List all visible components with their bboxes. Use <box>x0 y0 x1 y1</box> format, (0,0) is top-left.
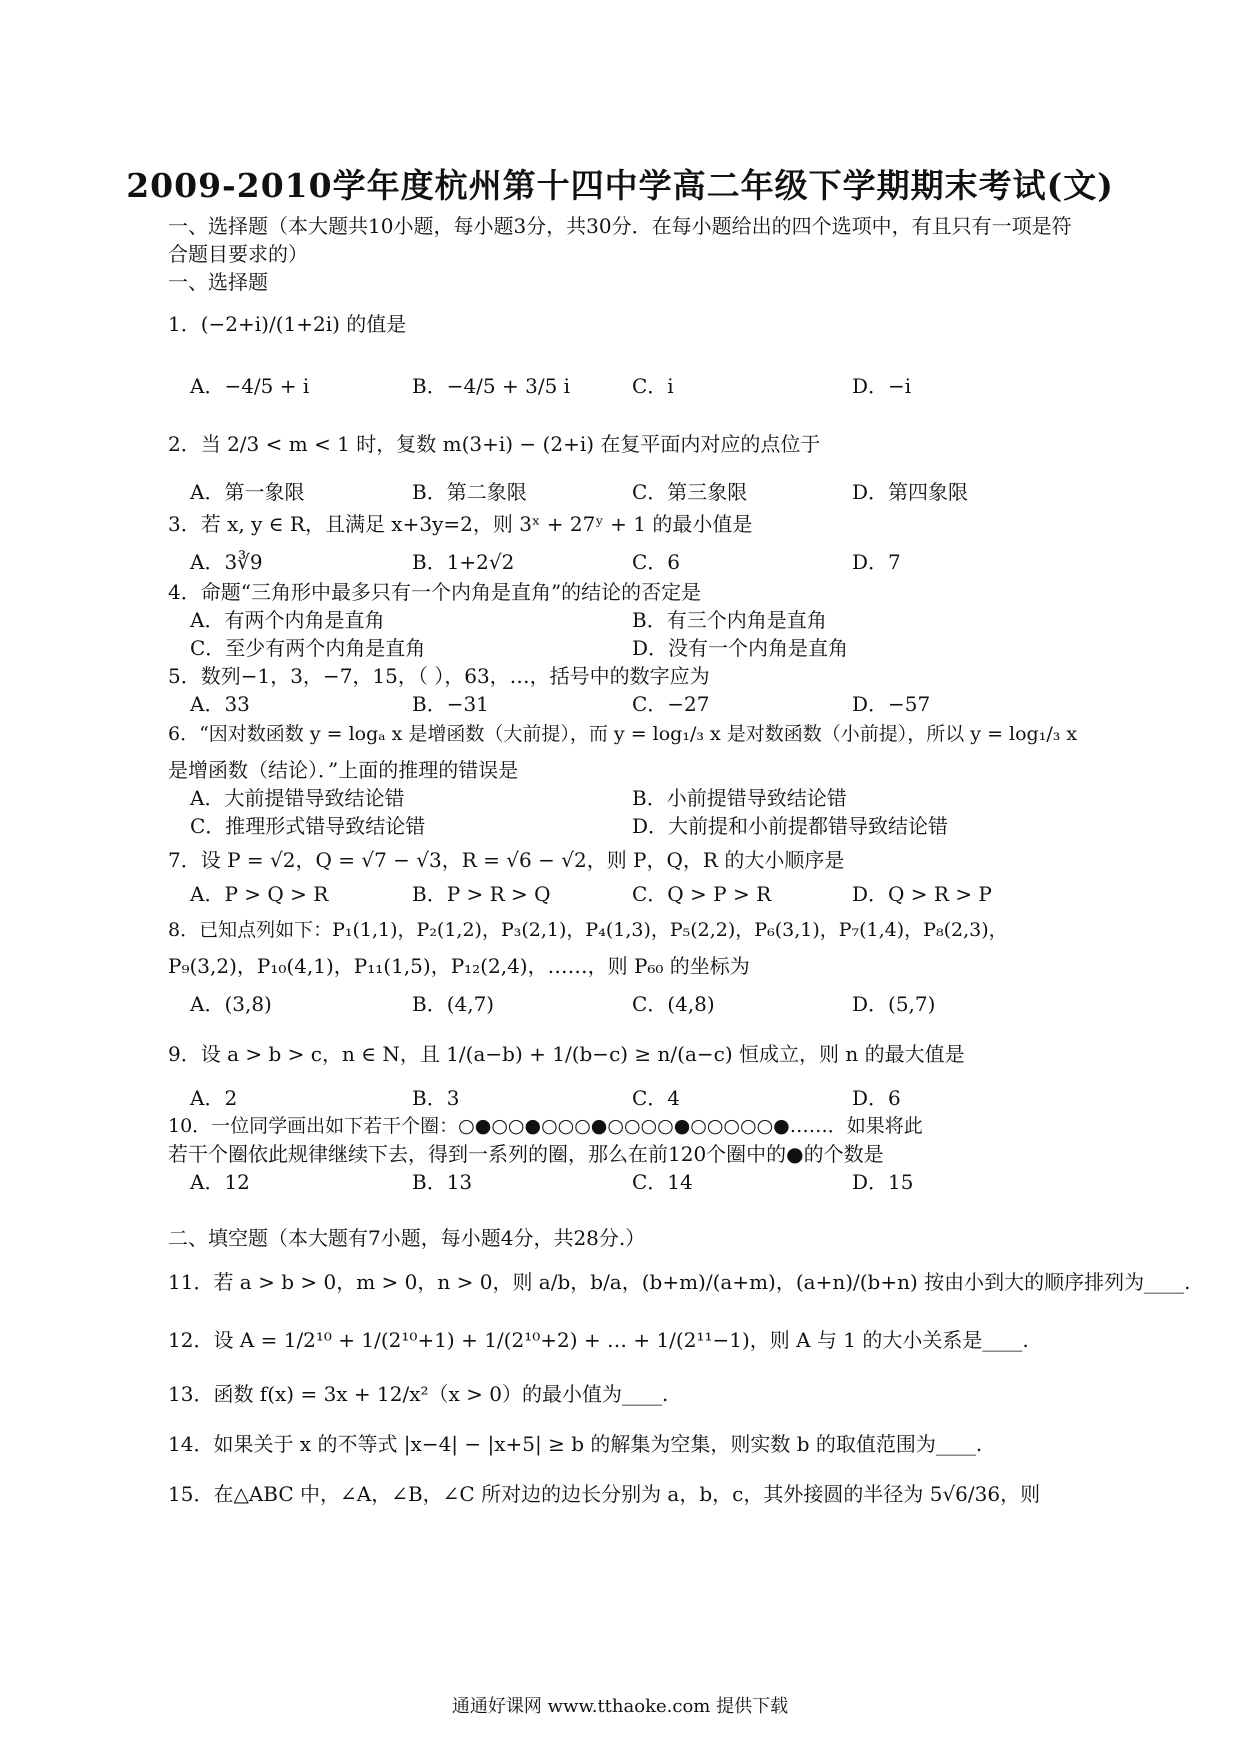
q3-option-a: A．3∛9 <box>190 550 263 574</box>
q6-option-d: D．大前提和小前提都错导致结论错 <box>632 814 949 838</box>
q2-stem: 2．当 2/3 < m < 1 时，复数 m(3+i) − (2+i) 在复平面内对应的点位于 <box>168 432 821 456</box>
q1-option-d: D．−i <box>852 374 912 398</box>
q3-stem: 3．若 x, y ∈ R，且满足 x+3y=2，则 3ˣ + 27ʸ + 1 的最小值是 <box>168 512 753 536</box>
q7-option-c: C．Q > P > R <box>632 882 772 906</box>
q1-option-b: B．−4/5 + 3/5 i <box>412 374 571 398</box>
q5-option-b: B．−31 <box>412 692 489 716</box>
q10-option-a: A．12 <box>190 1170 250 1194</box>
q9-option-d: D．6 <box>852 1086 901 1110</box>
q7-option-d: D．Q > R > P <box>852 882 992 906</box>
q7-option-b: B．P > R > Q <box>412 882 551 906</box>
q8-stem-cont: P₉(3,2)，P₁₀(4,1)，P₁₁(1,5)，P₁₂(2,4)，……，则 P₆₀ 的坐标为 <box>168 954 750 978</box>
q10-option-c: C．14 <box>632 1170 693 1194</box>
q3-option-b: B．1+2√2 <box>412 550 515 574</box>
q9-option-a: A．2 <box>190 1086 238 1110</box>
q6-option-c: C．推理形式错导致结论错 <box>190 814 426 838</box>
q4-option-a: A．有两个内角是直角 <box>190 608 385 632</box>
section2-heading: 二、填空题（本大题有7小题，每小题4分，共28分.） <box>168 1226 646 1250</box>
q4-stem: 4．命题“三角形中最多只有一个内角是直角”的结论的否定是 <box>168 580 702 604</box>
q5-option-c: C．−27 <box>632 692 710 716</box>
q6-stem-cont: 是增函数（结论）．”上面的推理的错误是 <box>168 758 519 782</box>
q9-option-b: B．3 <box>412 1086 460 1110</box>
q2-option-d: D．第四象限 <box>852 480 969 504</box>
q2-option-a: A．第一象限 <box>190 480 305 504</box>
q4-option-d: D．没有一个内角是直角 <box>632 636 849 660</box>
q10-option-d: D．15 <box>852 1170 914 1194</box>
q10-stem-cont: 若干个圈依此规律继续下去，得到一系列的圈，那么在前120个圈中的●的个数是 <box>168 1142 884 1166</box>
q2-option-c: C．第三象限 <box>632 480 748 504</box>
q8-option-a: A．(3,8) <box>190 992 272 1016</box>
section1-heading: 一、选择题 <box>168 270 268 294</box>
q5-option-d: D．−57 <box>852 692 931 716</box>
q8-option-c: C．(4,8) <box>632 992 715 1016</box>
q7-stem: 7．设 P = √2，Q = √7 − √3，R = √6 − √2，则 P，Q，R 的大小顺序是 <box>168 848 845 872</box>
q6-option-a: A．大前提错导致结论错 <box>190 786 405 810</box>
q8-stem: 8．已知点列如下：P₁(1,1)，P₂(1,2)，P₃(2,1)，P₄(1,3)，P₅(2,2)，P₆(3,1)，P₇(1,4)，P₈(2,3)， <box>168 919 1008 941</box>
q1-option-a: A．−4/5 + i <box>190 374 310 398</box>
exam-title: 2009-2010学年度杭州第十四中学高二年级下学期期末考试(文) <box>126 166 1114 205</box>
q6-stem: 6．“因对数函数 y = logₐ x 是增函数（大前提），而 y = log₁/₃ x 是对数函数（小前提），所以 y = log₁/₃ x <box>168 723 1078 745</box>
q3-option-d: D．7 <box>852 550 901 574</box>
q4-option-c: C．至少有两个内角是直角 <box>190 636 426 660</box>
q5-option-a: A．33 <box>190 692 250 716</box>
q8-option-b: B．(4,7) <box>412 992 495 1016</box>
q9-option-c: C．4 <box>632 1086 681 1110</box>
q10-option-b: B．13 <box>412 1170 473 1194</box>
q1-stem: 1．(−2+i)/(1+2i) 的值是 <box>168 312 407 336</box>
fill-q15: 15．在△ABC 中，∠A，∠B，∠C 所对边的边长分别为 a，b，c，其外接圆的半径为 5√6/36，则 <box>168 1482 1041 1506</box>
fill-q11: 11．若 a > b > 0，m > 0，n > 0，则 a/b，b/a，(b+m)/(a+m)，(a+n)/(b+n) 按由小到大的顺序排列为____. <box>168 1270 1191 1294</box>
page-footer: 通通好课网 www.tthaoke.com 提供下载 <box>451 1696 789 1717</box>
q9-stem: 9．设 a > b > c，n ∈ N，且 1/(a−b) + 1/(b−c) ≥ n/(a−c) 恒成立，则 n 的最大值是 <box>168 1042 965 1066</box>
q7-option-a: A．P > Q > R <box>190 882 329 906</box>
fill-q14: 14．如果关于 x 的不等式 |x−4| − |x+5| ≥ b 的解集为空集，则实数 b 的取值范围为____. <box>168 1432 983 1456</box>
q1-option-c: C．i <box>632 374 674 398</box>
section1-intro: 一、选择题（本大题共10小题，每小题3分，共30分．在每小题给出的四个选项中，有且只有一项是符合题目要求的） <box>168 214 1072 266</box>
q10-stem: 10．一位同学画出如下若干个圈：○●○○●○○○●○○○○●○○○○○●……．如果将此 <box>168 1115 923 1137</box>
fill-q13: 13．函数 f(x) = 3x + 12/x²（x > 0）的最小值为____. <box>168 1382 669 1406</box>
q8-option-d: D．(5,7) <box>852 992 936 1016</box>
q4-option-b: B．有三个内角是直角 <box>632 608 827 632</box>
fill-q12: 12．设 A = 1/2¹⁰ + 1/(2¹⁰+1) + 1/(2¹⁰+2) + … + 1/(2¹¹−1)，则 A 与 1 的大小关系是____. <box>168 1328 1029 1352</box>
q6-option-b: B．小前提错导致结论错 <box>632 786 847 810</box>
q2-option-b: B．第二象限 <box>412 480 527 504</box>
q3-option-c: C．6 <box>632 550 681 574</box>
q5-stem: 5．数列−1，3，−7，15，（ ），63，…，括号中的数字应为 <box>168 664 710 688</box>
